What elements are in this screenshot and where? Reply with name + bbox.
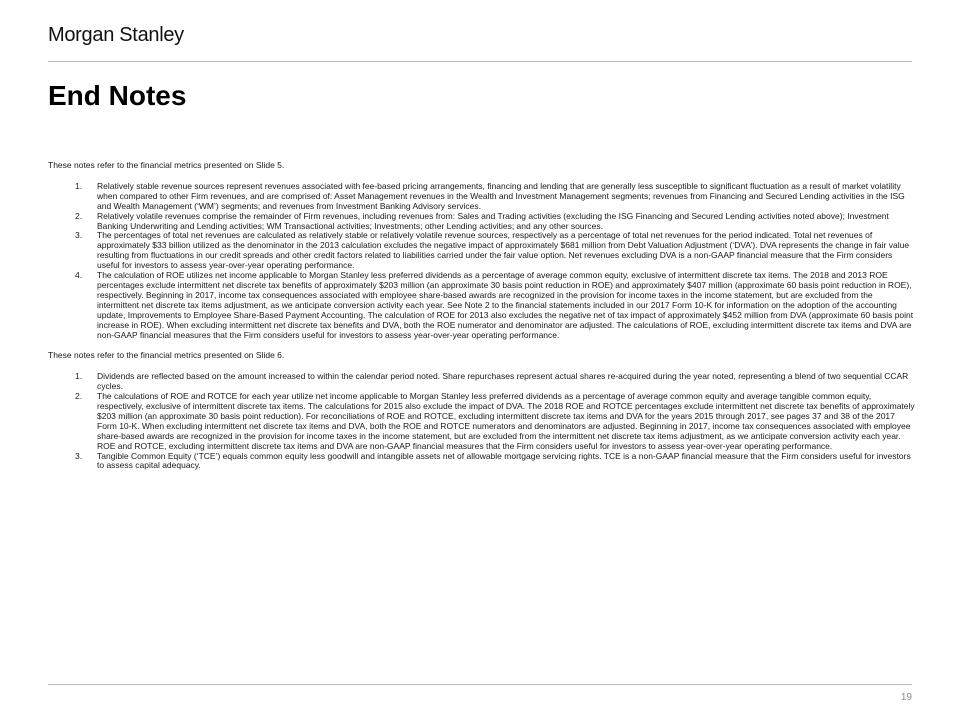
note-text: Relatively volatile revenues comprise the remainder of Firm revenues, including revenues from: Sales and Trading activities (excluding the ISG Financing and Secured Lending activities noted above); Investment Banking Underwriting and Lending activities; WM Transactional activities; Investments; other Lending activities; and any other sources.: [97, 210, 889, 231]
section-intro-slide-6: These notes refer to the financial metrics presented on Slide 6.: [48, 350, 285, 361]
note-number: 2.: [75, 210, 83, 221]
note-item: [48, 231, 916, 271]
note-item: [48, 271, 916, 340]
note-item: [48, 182, 916, 212]
note-number: 2.: [75, 391, 83, 402]
end-notes-body: [48, 161, 916, 482]
note-number: 1.: [75, 371, 83, 382]
note-text: Dividends are reflected based on the amount increased to within the calendar period noted. Share repurchases represent actual shares re-acquired during the year noted, representing a blend of two sequential CCAR cycles.: [97, 371, 909, 392]
note-item: [48, 372, 916, 392]
page-number: 19: [900, 692, 912, 703]
note-item: [48, 392, 916, 451]
note-number: 3.: [75, 230, 83, 241]
note-text: The calculations of ROE and ROTCE for each year utilize net income applicable to Morgan Stanley less preferred dividends as a percentage of average common equity and average tangible common equity, respectively, exclusive of intermittent discrete tax items. The calculations for 2015 also exclude the impact of DVA. The 2018 ROE and ROTCE percentages exclude intermittent net discrete tax benefits of approximately $203 million (an approximate 30 basis point reduction). For reconciliations of ROE and ROTCE, excluding intermittent discrete tax items and DVA for the years 2015 through 2017, see pages 37 and 38 of the 2017 Form 10-K. When excluding intermittent net discrete tax items and DVA, both the ROE and ROTCE numerators and denominators are adjusted. Beginning in 2017, income tax consequences associated with employee share-based awards are recognized in the provision for income taxes in the income statement, but are excluded from the intermittent net discrete tax items adjustment, as we anticipate conversion activity each year. ROE and ROTCE, excluding intermittent discrete tax items and DVA are non-GAAP financial measures that the Firm considers useful for investors to assess year-over-year operating performance.: [97, 391, 915, 451]
footer-divider: [48, 684, 912, 685]
note-number: 3.: [75, 450, 83, 461]
note-text: The calculation of ROE utilizes net income applicable to Morgan Stanley less preferred dividends as a percentage of average common equity, exclusive of intermittent discrete tax items. The 2018 and 2013 ROE percentages exclude intermittent net discrete tax benefits of approximately $203 million (an approximate 30 basis point reduction in ROE) and approximately $407 million (approximate 60 basis point reduction in ROE), respectively. Beginning in 2017, income tax consequences associated with employee share-based awards are recognized in the provision for income taxes in the income statement, but are excluded from the intermittent net discrete tax items adjustment, as we anticipate conversion activity each year. See Note 2 to the financial statements included in our 2017 Form 10-K for information on the adoption of the accounting update, Improvements to Employee Share-Based Payment Accounting. The calculation of ROE for 2013 also excludes the negative net of tax impact of approximately $452 million from DVA (approximate 60 basis point increase in ROE). When excluding intermittent net discrete tax benefits and DVA, both the ROE numerator and denominator are adjusted. The calculations of ROE, excluding intermittent discrete tax items and DVA are non-GAAP financial measures that the Firm considers useful for investors to assess year-over-year operating performance.: [97, 270, 914, 340]
note-item: [48, 452, 916, 472]
note-text: The percentages of total net revenues are calculated as relatively stable or relatively volatile revenue sources, respectively as a percentage of total net revenues for the period indicated. Total net revenues of approximately $33 billion utilized as the denominator in the 2013 calculation excludes the negative impact of approximately $681 million from Debt Valuation Adjustment (‘DVA’). DVA represents the change in fair value resulting from fluctuations in our credit spreads and other credit factors related to liabilities carried under the fair value option. Net revenues excluding DVA is a non-GAAP financial measure that the Firm considers useful for investors to assess year-over-year operating performance.: [97, 230, 910, 271]
company-logo: Morgan Stanley: [48, 24, 184, 46]
notes-list-slide-6: [48, 372, 916, 471]
notes-list-slide-5: [48, 182, 916, 341]
page-title: End Notes: [48, 80, 187, 111]
note-item: [48, 212, 916, 232]
note-number: 4.: [75, 270, 83, 281]
note-number: 1.: [75, 180, 83, 191]
section-intro-slide-5: These notes refer to the financial metrics presented on Slide 5.: [48, 160, 285, 170]
note-text: Tangible Common Equity (‘TCE’) equals common equity less goodwill and intangible assets net of allowable mortgage servicing rights. TCE is a non-GAAP financial measure that the Firm considers useful for investors to assess capital adequacy.: [97, 450, 911, 471]
note-text: Relatively stable revenue sources represent revenues associated with fee-based pricing arrangements, financing and lending that are generally less susceptible to significant fluctuation as a result of market volatility when compared to other Firm revenues, and are comprised of: Asset Management revenues in the Wealth and Investment Management segments; revenues from Financing and Secured Lending activities in the ISG and Wealth Management (‘WM’) segments; and revenues from Investment Banking Advisory services.: [97, 180, 905, 211]
header-divider: [48, 61, 912, 62]
